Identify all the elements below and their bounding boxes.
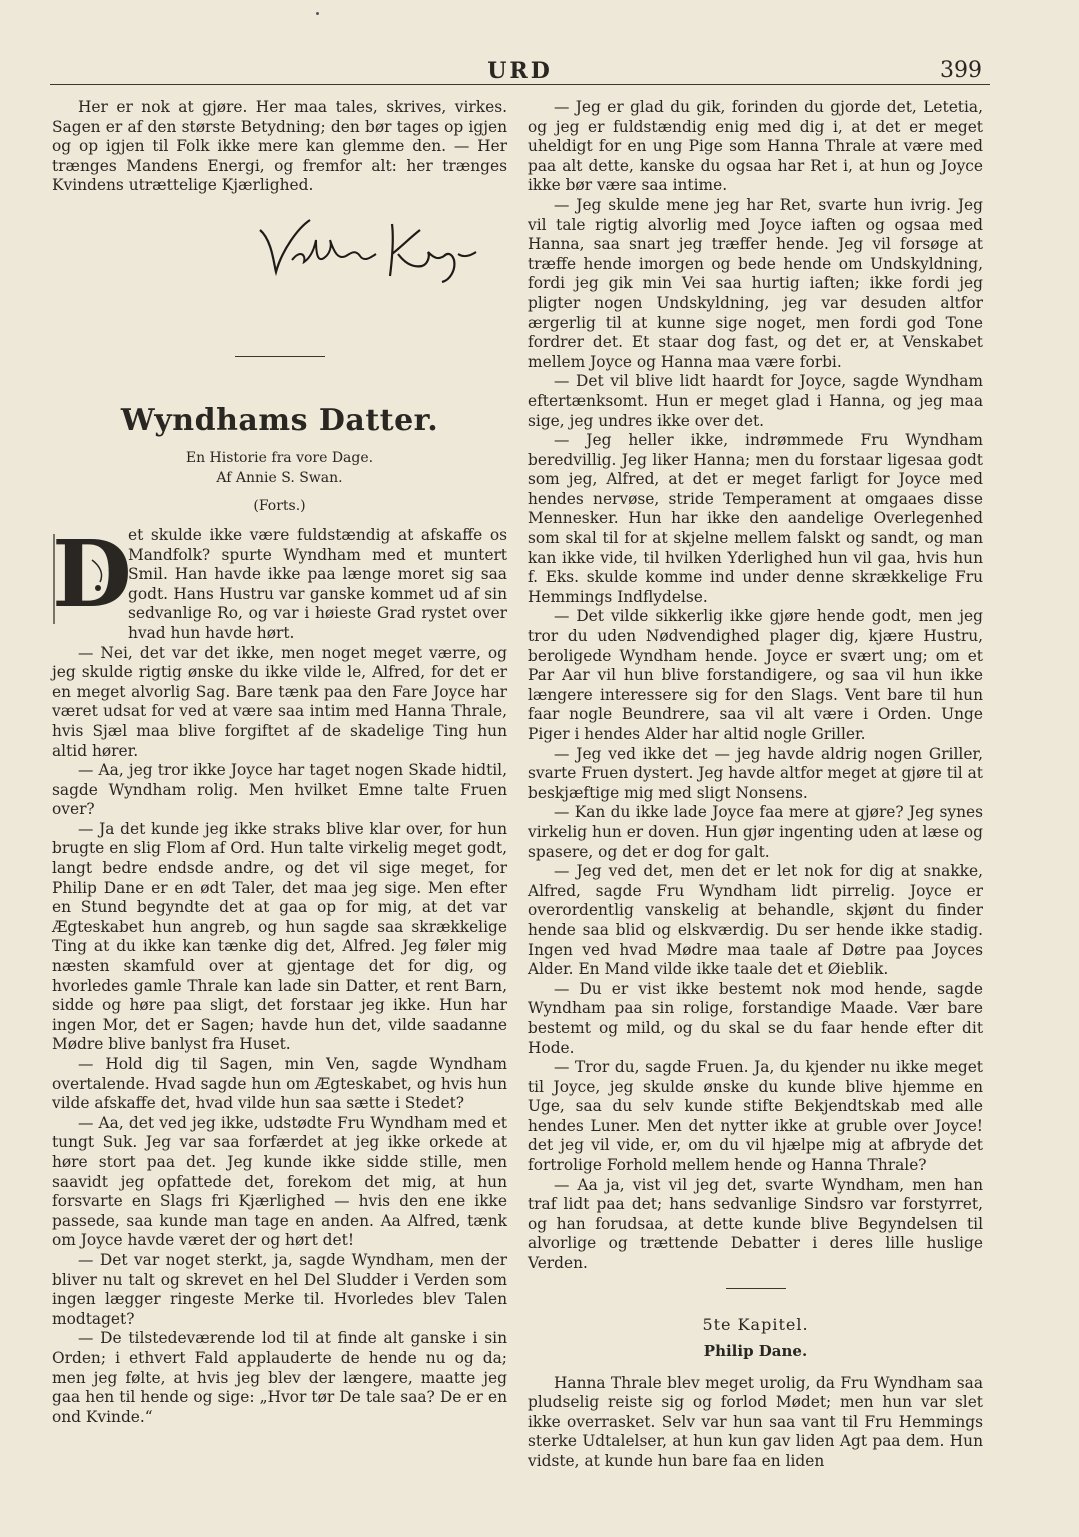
story-paragraph: — Det vil blive lidt haardt for Joyce, sagde Wyndham eftertænksomt. Hun er meget glad i Hanna, og jeg maa sige, jeg undres ikke over det. — [528, 372, 983, 430]
drop-cap-letter: D — [52, 519, 132, 628]
page-number: 399 — [940, 58, 982, 83]
header-rule — [50, 84, 990, 85]
chapter-body — [528, 1374, 983, 1472]
story-author: Af Annie S. Swan. — [216, 469, 343, 486]
intro-paragraph: Her er nok at gjøre. Her maa tales, skrives, virkes. Sagen er af den største Betydning; den bør tages op igjen og op igjen til Folk ikke mere kan glemme den. — Her trænges Mandens Energi, og fremfor alt: her trænges Kvindens utrættelige Kjærlighed. — [52, 98, 507, 195]
running-head — [50, 56, 990, 86]
drop-cap — [48, 519, 132, 628]
story-paragraph: — De tilstedeværende lod til at finde alt ganske i sin Orden; i ethvert Fald applauderte de hende nu og da; men jeg følte, at hvis jeg blev der længere, maatte jeg gaa hen til hende og sige: „Hvor tør De tale saa? De er en ond Kvinde.“ — [52, 1329, 507, 1426]
story-paragraph: — Jeg ved det, men det er let nok for dig at snakke, Alfred, sagde Fru Wyndham lidt pirrelig. Joyce er overordentlig vanskelig at behandle, skjønt du finder hende saa blid og elskværdig. Du ser hende ikke stadig. Ingen ved hvad Mødre maa taale af Døtre paa Joyces Alder. En Mand vilde ikke taale det et Øieblik. — [528, 862, 983, 979]
intro-block — [52, 98, 507, 196]
chapter-separator — [726, 1288, 786, 1289]
chapter-title: Philip Dane. — [703, 1341, 808, 1360]
story-title: Wyndhams Datter. — [120, 402, 439, 438]
speck — [316, 12, 319, 15]
story-paragraph: — Aa, det ved jeg ikke, udstødte Fru Wyndham med et tungt Suk. Jeg var saa forfærdet at jeg ikke orkede at høre stort paa det. Jeg kunde ikke sidde stille, men saavidt jeg opfattede det, forekom det mig, at hun forsvarte en Slags fri Kjærlighed — hvis den ene ikke passede, saa kunde man tage en anden. Aa Alfred, tænk om Joyce havde været der og hørt det! — [52, 1113, 507, 1250]
right-column — [528, 98, 983, 1472]
story-paragraph: — Jeg skulde mene jeg har Ret, svarte hun ivrig. Jeg vil tale rigtig alvorlig med Joyce iaften og ogsaa med Hanna, saa snart jeg træffer hende. Jeg vil forsøge at træffe hende imorgen og bede hende om Undskyldning, fordi jeg gik min Vei saa hurtig iaften; ikke fordi jeg pligter nogen Undskyldning, jeg var desuden altfor ærgerlig til at kunne sige noget, men fordi god Tone fordrer det. Et staar dog fast, og det er, at Venskabet mellem Joyce og Hanna maa være forbi. — [528, 195, 983, 371]
story-paragraph: — Det var noget sterkt, ja, sagde Wyndham, men der bliver nu talt og skrevet en hel Del Sludder i Verden som ingen lægger ringeste Merke til. Hvorledes blev Talen modtaget? — [52, 1250, 507, 1328]
signature-image — [252, 210, 492, 290]
chapter-heading: 5te Kapitel. — [702, 1314, 809, 1334]
signature — [52, 210, 507, 300]
story-paragraph: — Aa, jeg tror ikke Joyce har taget nogen Skade hidtil, sagde Wyndham rolig. Men hvilket Emne talte Fruen over? — [52, 761, 507, 819]
journal-title: URD — [487, 58, 553, 84]
section-separator — [235, 356, 325, 357]
chapter-paragraph: Hanna Thrale blev meget urolig, da Fru Wyndham saa pludselig reiste sig og forlod Mødet; men hun var slet ikke overrasket. Selv var hun saa vant til Fru Hemmings sterke Udtalelser, at hun kun gav liden Agt paa dem. Hun vidste, at kunde hun bare faa en liden — [528, 1373, 983, 1470]
story-paragraph: — Hold dig til Sagen, min Ven, sagde Wyndham overtalende. Hvad sagde hun om Ægteskabet, og hvis hun vilde afskaffe det, hvad vilde hun saa sætte i Stedet? — [52, 1055, 507, 1113]
story-paragraph: — Jeg heller ikke, indrømmede Fru Wyndham beredvillig. Jeg liker Hanna; men du forstaar ligesaa godt som jeg, Alfred, at det er meget farligt for Joyce med hendes nervøse, stride Temperament at omgaaes disse Mennesker. Hun har ikke den aandelige Overlegenhed som skal til for at skjelne mellem falskt og sandt, og man kan ikke vide, til hvilken Yderlighed hun vil gaa, hvis hun f. Eks. skulde komme ind under denne skrækkelige Fru Hemmings Indflydelse. — [528, 431, 983, 606]
story-paragraph: — Det vilde sikkerlig ikke gjøre hende godt, men jeg tror du uden Nødvendighed plager dig, kjære Hustru, beroligede Wyndham hende. Joyce er svært ung; om et Par Aar vil hun blive forstandigere, og saa vil hun ikke længere interessere sig for den Slags. Vent bare til hun faar nogle Beundrere, saa vil alt være i Orden. Unge Piger i hendes Alder har altid nogle Griller. — [528, 607, 983, 743]
story-subtitle: En Historie fra vore Dage. — [185, 449, 374, 466]
story-paragraph: — Nei, det var det ikke, men noget meget værre, og jeg skulde rigtig ønske du ikke vilde le, Alfred, for det er en meget alvorlig Sag. Bare tænk paa den Fare Joyce har været udsat for ved at være saa intim med Hanna Thrale, hvis Sjæl maa blive forgiftet af de skadelige Ting hun altid hører. — [52, 643, 507, 760]
story-paragraph: — Ja det kunde jeg ikke straks blive klar over, for hun brugte en slig Flom af Ord. Hun talte virkelig meget godt, langt bedre endsde andre, og det vil sige meget, for Philip Dane er en ødt Taler, det maa jeg sige. Men efter en Stund begyndte det at gaa op for mig, at det var Ægteskabet hun angreb, og hun sagde saa skrækkelige Ting at du ikke kan tænke dig det, Alfred. Jeg føler mig næsten skamfuld over at gjentage det for dig, og hvorledes gamle Thrale kan lade sin Datter, et rent Barn, sidde og høre paa sligt, det forstaar jeg ikke. Hun har ingen Mor, det er Sagen; havde hun det, vilde saadanne Mødre blive banlyst fra Huset. — [52, 819, 507, 1054]
story-paragraph: — Jeg er glad du gik, forinden du gjorde det, Letetia, og jeg er fuldstændig enig med dig i, at det er meget uheldigt for en ung Pige som Hanna Thrale at være med paa alt dette, kanske du ogsaa har Ret i, at hun og Joyce ikke bør være saa intime. — [528, 98, 983, 195]
left-column — [52, 98, 507, 1427]
story-paragraph: — Kan du ikke lade Joyce faa mere at gjøre? Jeg synes virkelig hun er doven. Hun gjør ingenting uden at læse og spasere, og det er dog for galt. — [528, 803, 983, 861]
story-paragraph: — Du er vist ikke bestemt nok mod hende, sagde Wyndham paa sin rolige, forstandige Maade. Vær bare bestemt og mild, og du skal se du faar hende efter dit Hode. — [528, 979, 983, 1057]
story-paragraph: — Tror du, sagde Fruen. Ja, du kjender nu ikke meget til Joyce, jeg skulde ønske du kunde blive hjemme en Uge, saa du selv kunde stifte Bekjendtskab med alle hendes Luner. Men det nytter ikke at gruble over Joyce! det jeg vil vide, er, om du vil hjælpe mig at afbryde det fortrolige Forhold mellem hende og Hanna Thrale? — [528, 1058, 983, 1175]
story-paragraph: et skulde ikke være fuldstændig at afskaffe os Mandfolk? spurte Wyndham med et muntert Smil. Han havde ikke paa længe moret sig saa godt. Hans Hustru var ganske kommet ud af sin sedvanlige Ro, og var i høieste Grad rystet over hvad hun havde hørt. — [128, 525, 507, 642]
continued-note: (Forts.) — [253, 497, 306, 514]
story-paragraph: — Jeg ved ikke det — jeg havde aldrig nogen Griller, svarte Fruen dystert. Jeg havde altfor meget at gjøre til at beskjæftige mig med sligt Nonsens. — [528, 744, 983, 802]
story-paragraph: — Aa ja, vist vil jeg det, svarte Wyndham, men han traf lidt paa det; hans sedvanlige Sindsro var forstyrret, og han forudsaa, at dette kunde blive Begyndelsen til alvorlige og trættende Debatter i deres lille huslige Verden. — [528, 1175, 983, 1273]
story-body — [52, 519, 507, 1427]
story-body-continued — [528, 98, 983, 1274]
